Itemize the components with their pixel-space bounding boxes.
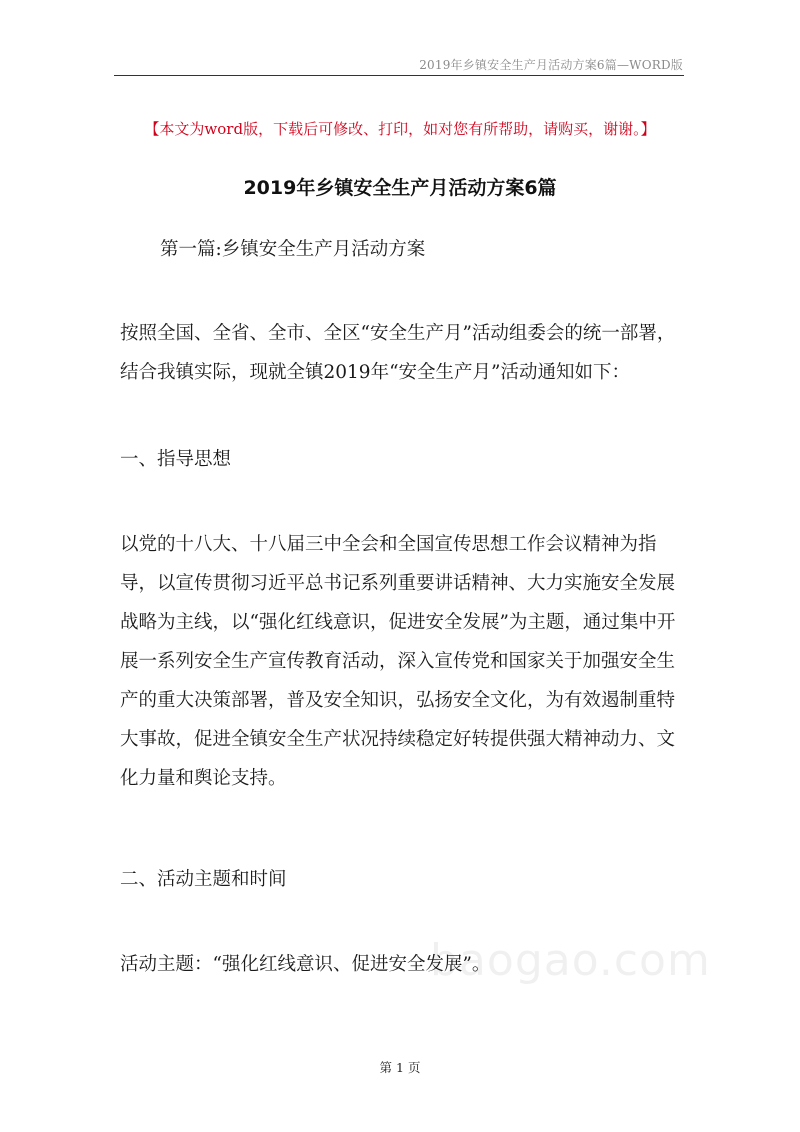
activity-theme: 活动主题：“强化红线意识、促进安全发展”。: [120, 954, 491, 975]
page-number: 第 1 页: [379, 1060, 421, 1075]
watermark-logo: baogao.com: [430, 935, 711, 986]
header-rule: [114, 75, 684, 76]
paragraph-line: 大事故，促进全镇安全生产状况持续稳定好转提供强大精神动力、文: [120, 729, 676, 750]
paragraph-line: 化力量和舆论支持。: [120, 768, 287, 789]
section-heading-2: 二、活动主题和时间: [120, 869, 287, 890]
subtitle: 第一篇:乡镇安全生产月活动方案: [160, 239, 426, 260]
section-heading-1: 一、指导思想: [120, 449, 232, 470]
intro-line-2: 结合我镇实际，现就全镇2019年“安全生产月”活动通知如下：: [120, 362, 630, 383]
download-notice: 【本文为word版，下载后可修改、打印，如对您有所帮助，请购买，谢谢。】: [144, 120, 656, 138]
intro-line-1: 按照全国、全省、全市、全区“安全生产月”活动组委会的统一部署，: [120, 323, 676, 344]
paragraph-line: 产的重大决策部署，普及安全知识，弘扬安全文化，为有效遏制重特: [120, 690, 676, 711]
paragraph-line: 导，以宣传贯彻习近平总书记系列重要讲话精神、大力实施安全发展: [120, 573, 676, 594]
paragraph-line: 以党的十八大、十八届三中全会和全国宣传思想工作会议精神为指: [120, 534, 657, 555]
paragraph-line: 战略为主线，以“强化红线意识，促进安全发展”为主题，通过集中开: [120, 612, 676, 633]
running-header: 2019年乡镇安全生产月活动方案6篇—WORD版: [419, 58, 683, 72]
paragraph-line: 展一系列安全生产宣传教育活动，深入宣传党和国家关于加强安全生: [120, 651, 676, 672]
document-title: 2019年乡镇安全生产月活动方案6篇: [243, 177, 557, 199]
